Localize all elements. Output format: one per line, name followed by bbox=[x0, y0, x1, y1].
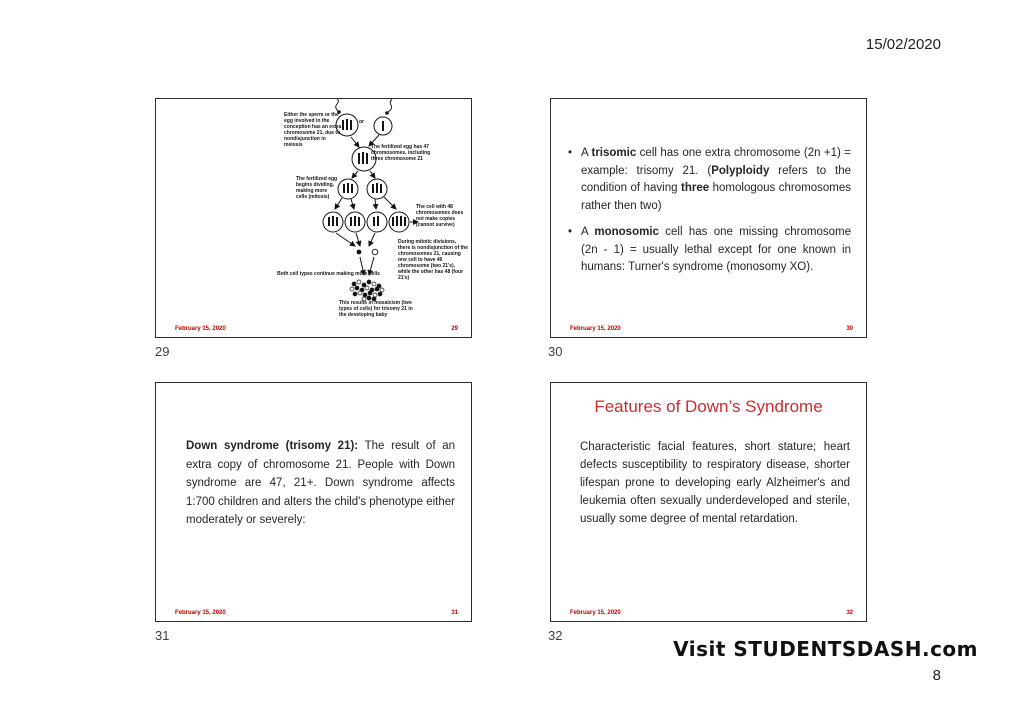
slide-footer-date: February 15, 2020 bbox=[570, 610, 621, 616]
bullet-text: A monosomic cell has one missing chromosome (2n - 1) = usually lethal except for one known in humans: Turner's syndrome (monosomy XO). bbox=[581, 226, 851, 273]
diagram-label-result: This results in mosaicism (two types of cells) for trisomy 21 in the developing baby bbox=[339, 300, 413, 318]
slide-footer bbox=[175, 610, 458, 616]
diagram-label-dividing: The fertilized egg begins dividing, making more cells (mitosis) bbox=[296, 176, 338, 200]
diagram-label-or: or bbox=[359, 119, 364, 125]
mosaicism-diagram bbox=[156, 99, 471, 324]
bullet-item bbox=[568, 224, 851, 277]
slide-title: Features of Down’s Syndrome bbox=[594, 397, 823, 416]
sperm-icon bbox=[385, 99, 392, 115]
branding-text: Visit STUDENTSDASH.com bbox=[673, 637, 978, 661]
thumb-label-31: 31 bbox=[155, 628, 170, 643]
diagram-label-mitotic-nondisjunction: During mitotic divisions, there is nondisjunction of the chromosomes 21, causing one cell to have 46 chromosome (two 21's), while the other has 48 (four 21's) bbox=[398, 239, 468, 281]
cell-47-icon bbox=[323, 212, 343, 232]
cell-47-icon bbox=[345, 212, 365, 232]
slide-29 bbox=[155, 98, 472, 338]
daughter-cell-filled-icon bbox=[357, 250, 362, 255]
bullet-list bbox=[568, 145, 851, 286]
thumb-label-30: 30 bbox=[548, 344, 563, 359]
slide-footer-number: 29 bbox=[451, 326, 458, 332]
diagram-label-conception: Either the sperm or the egg involved in the conception has an extra chromosome 21, due to nondisjunction in meiosis bbox=[284, 112, 342, 148]
cell-46-icon bbox=[367, 212, 387, 232]
slide-footer-date: February 15, 2020 bbox=[570, 326, 621, 332]
slide-32 bbox=[550, 382, 867, 622]
slide-paragraph: Characteristic facial features, short stature; heart defects susceptibility to respiratory disease, shorter lifespan prone to developing early Alzheimer's and leukemia often sexually underdeveloped and sterile, usually some degree of mental retardation. bbox=[580, 441, 850, 525]
slide-footer bbox=[570, 326, 853, 332]
bullet-item bbox=[568, 145, 851, 215]
bullet-marker: • bbox=[568, 147, 573, 159]
header-date: 15/02/2020 bbox=[865, 36, 941, 53]
slide-footer-number: 30 bbox=[846, 326, 853, 332]
daughter-cell-open-icon bbox=[372, 249, 378, 255]
page-number: 8 bbox=[932, 667, 941, 684]
mosaic-cluster-icon bbox=[350, 280, 384, 301]
diagram-label-cell-48: The cell with 48 chromosomes does not make copies (cannot survive) bbox=[416, 204, 464, 228]
bullet-text: A trisomic cell has one extra chromosome (2n +1) = example: trisomy 21. (Polyploidy refers to the condition of having three homologous chromosomes rather then two) bbox=[581, 147, 852, 212]
slide-footer-date: February 15, 2020 bbox=[175, 326, 226, 332]
slide-footer-date: February 15, 2020 bbox=[175, 610, 226, 616]
slide-paragraph: Down syndrome (trisomy 21): The result of an extra copy of chromosome 21. People with Down syndrome are 47, 21+. Down syndrome affects 1:700 children and alters the child's phenotype either moderately or severely: bbox=[186, 440, 455, 526]
thumb-label-29: 29 bbox=[155, 344, 170, 359]
egg-cell-normal-icon bbox=[374, 117, 392, 135]
slide-31 bbox=[155, 382, 472, 622]
bullet-marker: • bbox=[568, 226, 573, 238]
slide-footer bbox=[570, 610, 853, 616]
slide-footer-number: 32 bbox=[846, 610, 853, 616]
dividing-cell-icon bbox=[338, 179, 358, 199]
slide-footer-number: 31 bbox=[451, 610, 458, 616]
diagram-label-fertilized-47: The fertilized egg has 47 chromosomes, including three chromosome 21 bbox=[371, 144, 431, 162]
slide-30 bbox=[550, 98, 867, 338]
diagram-label-both-continue: Both cell types continue making more cells bbox=[277, 271, 380, 277]
thumb-label-32: 32 bbox=[548, 628, 563, 643]
slide-footer bbox=[175, 326, 458, 332]
cell-48-icon bbox=[389, 212, 409, 232]
dividing-cell-icon bbox=[367, 179, 387, 199]
